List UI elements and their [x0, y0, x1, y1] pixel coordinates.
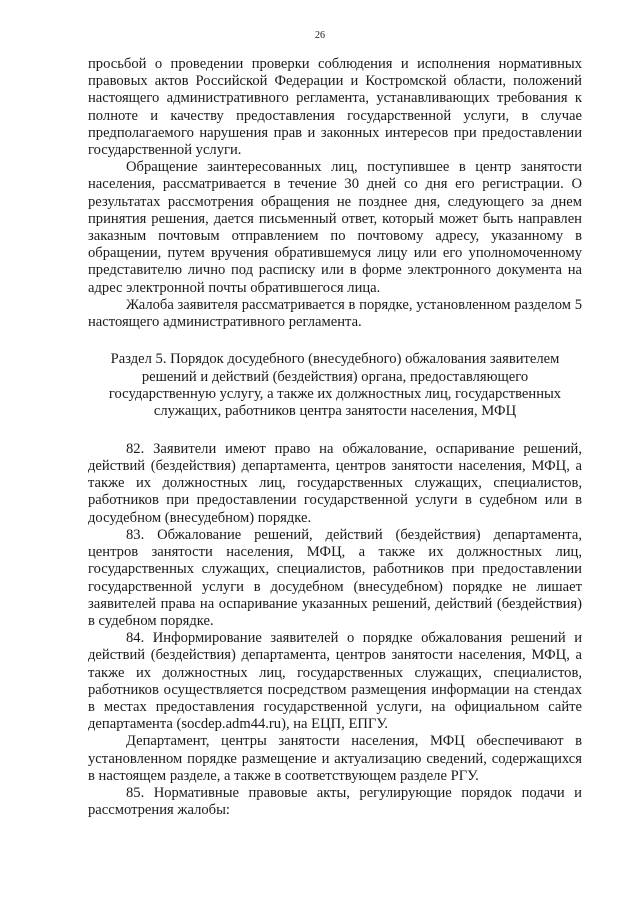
paragraph-83: 83. Обжалование решений, действий (бездействия) департамента, центров занятости населения, МФЦ, а также их должностных лиц, государственных служащих, специалистов, работников при предоставлении государственной услуги в досудебном (внесудебном) порядке не лишает заявителей права на оспаривание указанных решений, действий (бездействия) в судебном порядке.	[88, 526, 582, 629]
paragraph-complaint-reference: Жалоба заявителя рассматривается в порядке, установленном разделом 5 настоящего административного регламента.	[88, 296, 582, 331]
paragraph-appeal-processing: Обращение заинтересованных лиц, поступившее в центр занятости населения, рассматривается в течение 30 дней со дня его регистрации. О результатах рассмотрения обращения не позднее дня, следующего за днем принятия решения, дается письменный ответ, который может быть направлен заказным почтовым отправлением по почтовому адресу, указанному в обращении, путем вручения обратившемуся лицу или его уполномоченному представителю лично под расписку или в форме электронного документа на адрес электронной почты обратившегося лица.	[88, 159, 582, 296]
paragraph-department-obligations: Департамент, центры занятости населения, МФЦ обеспечивают в установленном порядке размещение и актуализацию сведений, содержащихся в настоящем разделе, а также в соответствующем разделе РГУ.	[88, 733, 582, 784]
paragraph-84: 84. Информирование заявителей о порядке обжалования решений и действий (бездействия) департамента, центров занятости населения, МФЦ, а также их должностных лиц, государственных служащих, специалистов, работников осуществляется посредством размещения информации на стендах в местах предоставления государственной услуги, на официальном сайте департамента (socdep.adm44.ru), на ЕЦП, ЕПГУ.	[88, 630, 582, 733]
section-5-heading: Раздел 5. Порядок досудебного (внесудебного) обжалования заявителем решений и действий (бездействия) органа, предоставляющего государственную услугу, а также их должностных лиц, государственных служащих, работников центра занятости населения, МФЦ	[108, 351, 562, 420]
paragraph-82: 82. Заявители имеют право на обжалование, оспаривание решений, действий (бездействия) департамента, центров занятости населения, МФЦ, а также их должностных лиц, государственных служащих, специалистов, работников при предоставлении государственной услуги в судебном или в досудебном (внесудебном) порядке.	[88, 440, 582, 526]
document-body	[88, 56, 582, 819]
page-number: 26	[315, 30, 325, 41]
paragraph-petition-continuation: просьбой о проведении проверки соблюдения и исполнения нормативных правовых актов Российской Федерации и Костромской области, положений настоящего административного регламента, устанавливающих требования к полноте и качеству предоставления государственной услуги, в случае предполагаемого нарушения прав и законных интересов при предоставлении государственной услуги.	[88, 56, 582, 159]
paragraph-85: 85. Нормативные правовые акты, регулирующие порядок подачи и рассмотрения жалобы:	[88, 784, 582, 819]
